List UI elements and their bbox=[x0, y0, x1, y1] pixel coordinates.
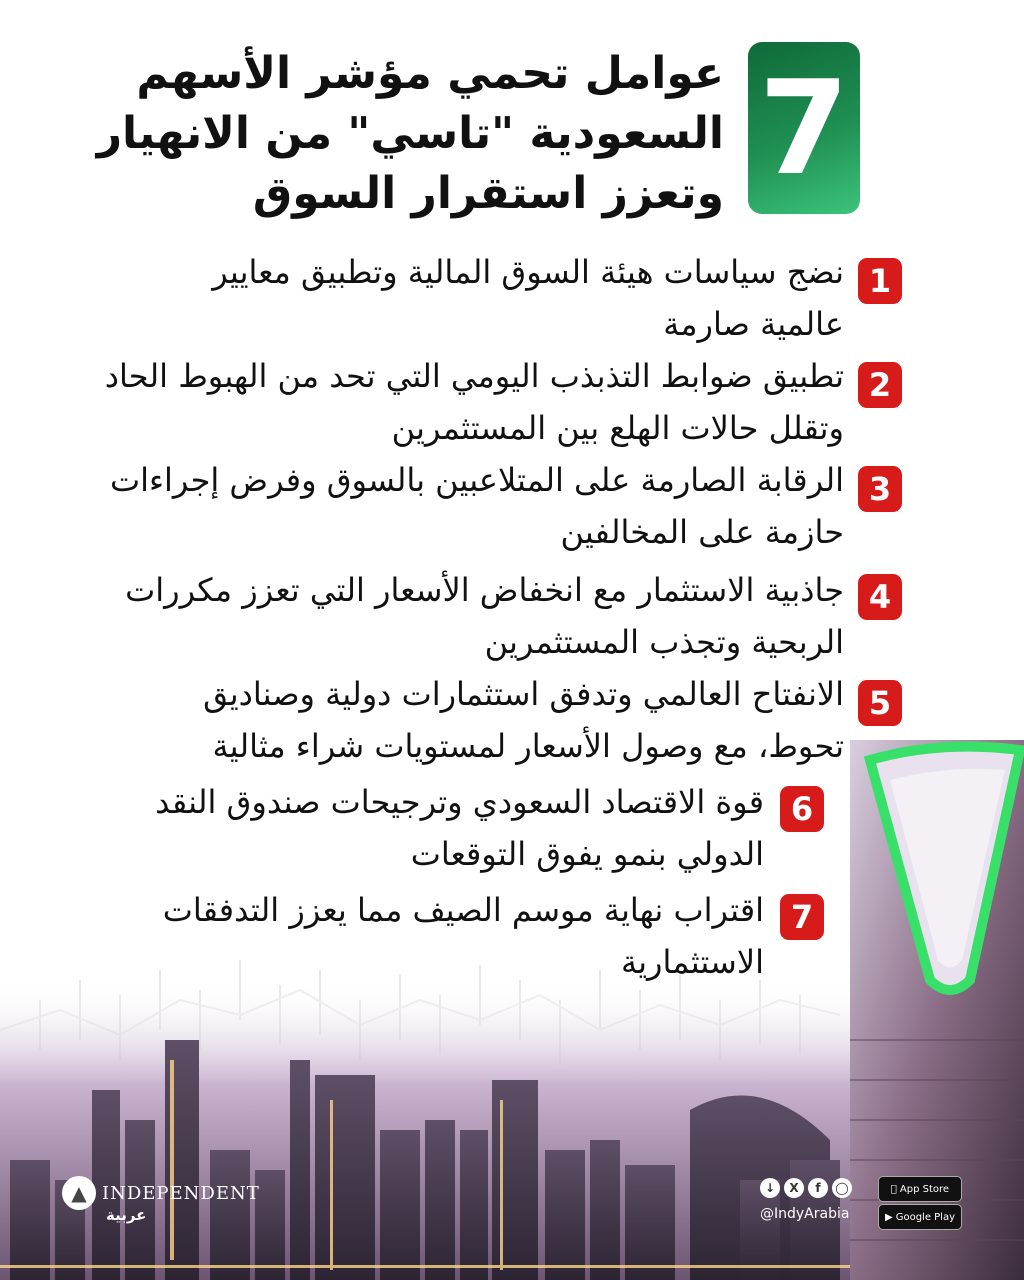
item-text-1: نضج سياسات هيئة السوق المالية وتطبيق معايير عالمية صارمة bbox=[212, 253, 844, 343]
brand-name: INDEPENDENT bbox=[102, 1182, 260, 1204]
item-number-6: 6 bbox=[780, 786, 824, 832]
item-number-1: 1 bbox=[858, 258, 902, 304]
app-store-button[interactable] bbox=[878, 1176, 962, 1202]
title-line-2: السعودية "تاسي" من الانهيار bbox=[96, 108, 724, 159]
independent-logo[interactable] bbox=[62, 1176, 260, 1210]
x-icon[interactable]: X bbox=[784, 1178, 804, 1198]
play-icon: ▶ bbox=[885, 1211, 893, 1223]
google-play-button[interactable] bbox=[878, 1204, 962, 1230]
eagle-icon: ▲ bbox=[62, 1176, 96, 1210]
item-text-5: الانفتاح العالمي وتدفق استثمارات دولية وصناديق تحوط، مع وصول الأسعار لمستويات شراء مثالية bbox=[203, 675, 844, 765]
social-links bbox=[760, 1178, 852, 1198]
item-number-4: 4 bbox=[858, 574, 902, 620]
item-number-3: 3 bbox=[858, 466, 902, 512]
app-store-label: App Store bbox=[896, 1183, 947, 1195]
brand-sub: عربية bbox=[106, 1206, 147, 1224]
item-text-4: جاذبية الاستثمار مع انخفاض الأسعار التي تعزز مكررات الربحية وتجذب المستثمرين bbox=[125, 571, 844, 661]
item-text-2: تطبيق ضوابط التذبذب اليومي التي تحد من الهبوط الحاد وتقلل حالات الهلع بين المستثمرين bbox=[104, 357, 844, 447]
item-text-7: اقتراب نهاية موسم الصيف مما يعزز التدفقات الاستثمارية bbox=[162, 891, 764, 981]
badge-number: 7 bbox=[758, 52, 850, 204]
item-text-6: قوة الاقتصاد السعودي وترجيحات صندوق النقد الدولي بنمو يفوق التوقعات bbox=[155, 783, 764, 873]
item-number-5: 5 bbox=[858, 680, 902, 726]
download-icon[interactable]: ↓ bbox=[760, 1178, 780, 1198]
social-handle[interactable]: @IndyArabia bbox=[760, 1206, 850, 1222]
google-play-label: Google Play bbox=[895, 1211, 955, 1223]
instagram-icon[interactable]: ◯ bbox=[832, 1178, 852, 1198]
item-number-7: 7 bbox=[780, 894, 824, 940]
title-line-1: عوامل تحمي مؤشر الأسهم bbox=[136, 48, 724, 99]
facebook-icon[interactable]: f bbox=[808, 1178, 828, 1198]
page-title bbox=[96, 44, 724, 224]
seven-badge bbox=[748, 42, 860, 214]
apple-icon bbox=[891, 1184, 897, 1195]
title-line-3: وتعزز استقرار السوق bbox=[252, 168, 724, 219]
item-text-3: الرقابة الصارمة على المتلاعبين بالسوق وفرض إجراءات حازمة على المخالفين bbox=[109, 461, 844, 551]
item-number-2: 2 bbox=[858, 362, 902, 408]
